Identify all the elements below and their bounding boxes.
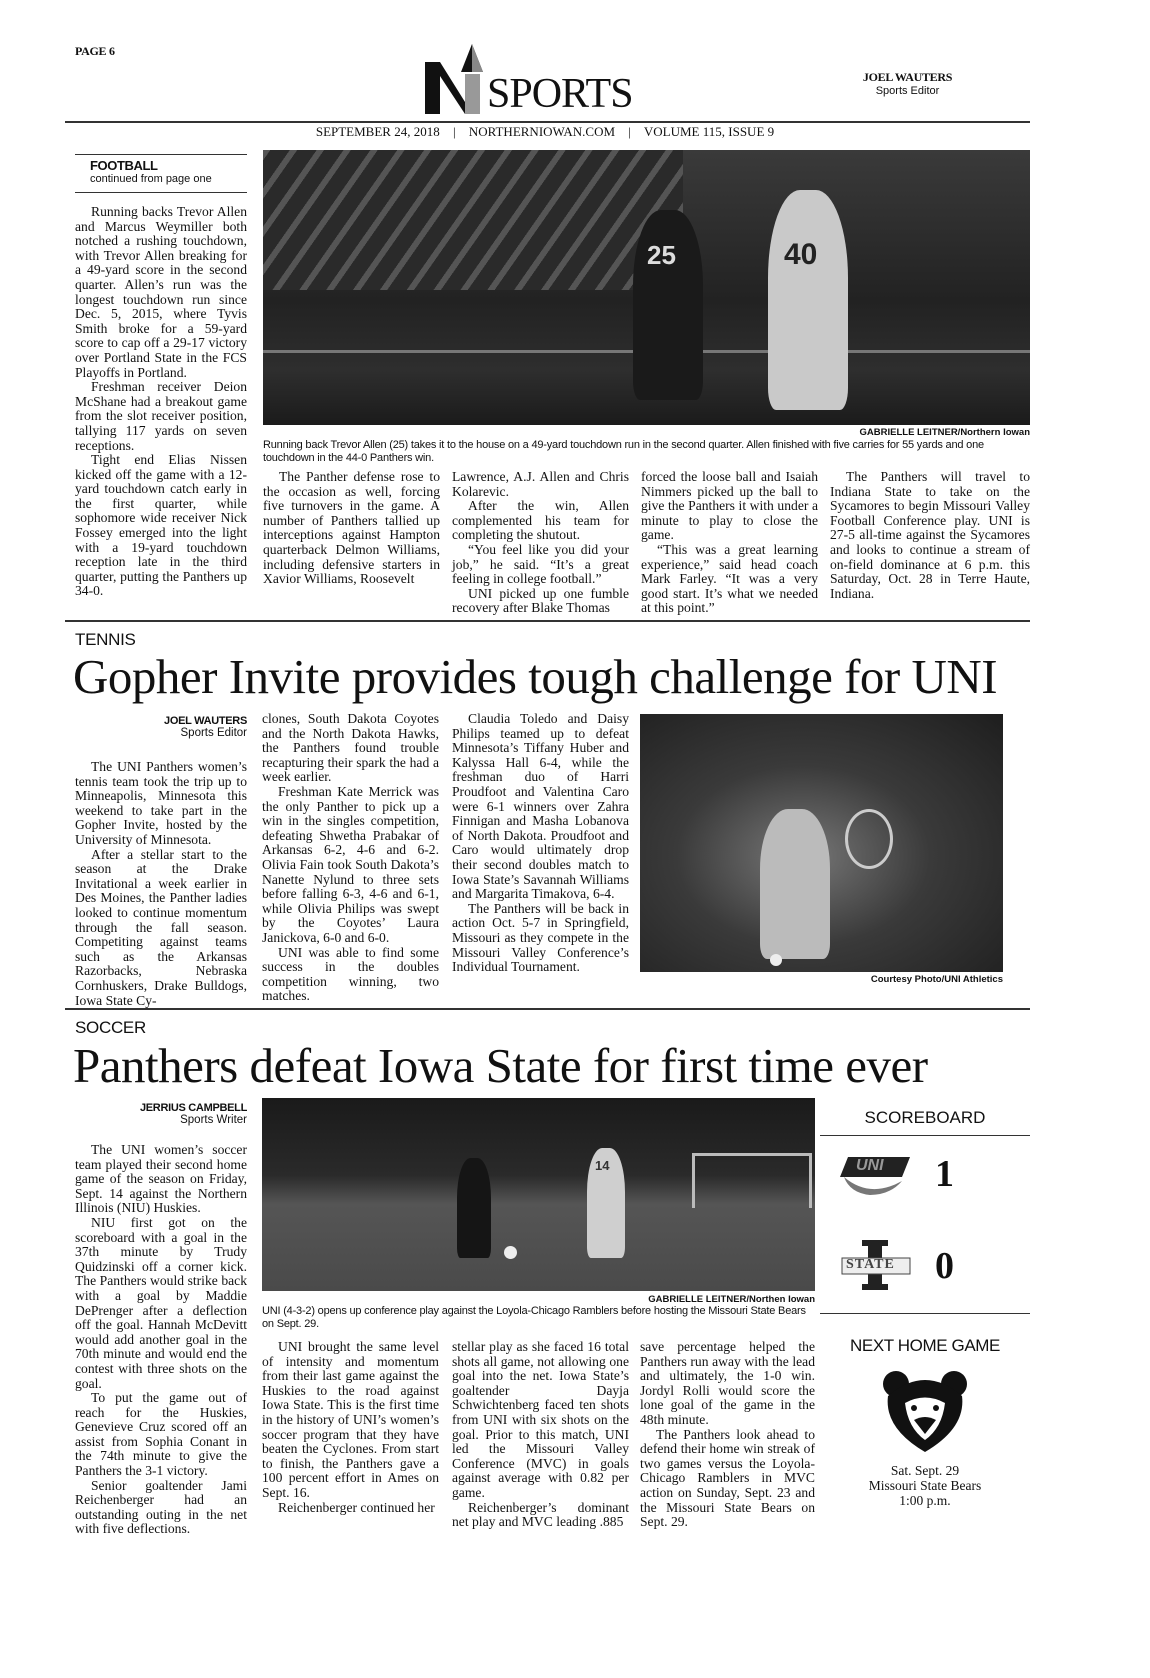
paragraph: After a stellar start to the season at the Drake Invitational a week earlier in Des Moines, the Panther ladies looked to continue momentum through the fall season. Competiting against teams such as the Arkansas Razorbacks, Nebraska Cornhuskers, Drake Bulldogs, Iowa State Cy- (75, 846, 247, 1008)
soccer-column-1 (75, 1143, 247, 1537)
paragraph: Tight end Elias Nissen kicked off the game with a 12-yard touchdown catch early in the first quarter, while sophomore wide receiver Nick Fossey emerged into the light with a 19-yard touchdown reception late in the third quarter, putting the Panthers up 34-0. (75, 452, 247, 599)
tennis-label: TENNIS (75, 630, 136, 649)
tennis-ball (770, 954, 782, 966)
paragraph: Freshman receiver Deion McShane had a breakout game from the slot receiver position, tallying 117 yards on seven receptions. (75, 379, 247, 453)
section-logo (425, 44, 665, 116)
paragraph: To put the game out of reach for the Huskies, Genevieve Cruz scored off an assist from Sophia Conant in the 74th minute to give the Panthers the 3-1 victory. (75, 1390, 247, 1479)
soccer-column-3 (452, 1340, 629, 1530)
football-column-1 (75, 205, 247, 599)
paragraph: NIU first got on the scoreboard with a goal in the 37th minute by Trudy Quidzinski off a corner kick. The Panthers would strike back with a goal by Maddie DePrenger after a deflection off the goal. Hannah McDevitt would add another goal in the 70th minute and would end the contest with three shots on the goal. (75, 1214, 247, 1391)
paragraph: UNI was able to find some success in the doubles competition winning, two matches. (262, 944, 439, 1004)
paragraph: Claudia Toledo and Daisy Philips teamed up to defeat Minnesota’s Tiffany Huber and Kalyssa Hall 6-4, while the freshman duo of Harri Proudfoot and Valentina Caro were 6-1 winners over Zahra Finnigan and Masha Lobanova of North Dakota. Proudfoot and Caro would ultimately drop their second doubles match to Iowa State’s Savannah Williams and Margarita Timakova, 6-4. (452, 711, 629, 902)
isu-logo-text: STATE (846, 1257, 895, 1272)
scoreboard-row-isu (840, 1240, 1020, 1300)
tennis-column-2 (262, 712, 439, 1004)
paragraph: The Panther defense rose to the occasion as well, forcing five turnovers in the game. A number of Panthers tallied up interceptions against Hampton quarterback Delmon Williams, including defensive starters in Xavior Williams, Roosevelt (263, 469, 440, 587)
byline-name: JOEL WAUTERS (164, 715, 247, 727)
byline-name: JERRIUS CAMPBELL (139, 1102, 247, 1114)
next-game-time: 1:00 p.m. (899, 1493, 951, 1508)
scoreboard-rule (820, 1313, 1030, 1314)
jersey-number: 25 (647, 240, 676, 270)
soccer-byline (75, 1102, 247, 1126)
football-column-4 (641, 470, 818, 616)
paragraph: The Panthers look ahead to defend their home win streak of two games versus the Loyola-Chicago Ramblers in MVC action on Sunday, Sept. 23 and the Missouri State Bears on Sept. 29. (640, 1426, 815, 1530)
section-divider (65, 1008, 1030, 1010)
soccer-headline: Panthers defeat Iowa State for first time ever (73, 1038, 928, 1093)
football-column-5 (830, 470, 1030, 601)
paragraph: Lawrence, A.J. Allen and Chris Kolarevic. (452, 469, 629, 499)
section-divider (65, 620, 1030, 622)
paragraph: The Panthers will be back in action Oct. 5-7 in Springfield, Missouri as they compete in the Missouri Valley Conference’s Individual Tournament. (452, 900, 629, 975)
page-number: PAGE 6 (75, 44, 115, 58)
paragraph: UNI brought the same level of intensity and momentum from their last game against the Huskies to the road against Iowa State. This is the first time in the history of UNI’s women’s soccer program that they have beaten the Cyclones. From start to finish, the Panthers gave a 100 percent effort in Ames on Sept. 16. (262, 1339, 439, 1500)
paragraph: The UNI Panthers women’s tennis team took the trip up to Minneapolis, Minnesota this weekend to take part in the Gopher Invite, hosted by the University of Minnesota. (75, 759, 247, 847)
editor-name: JOEL WAUTERS (862, 70, 953, 84)
scoreboard-row-uni (840, 1150, 1020, 1210)
football-column-2 (263, 470, 440, 587)
paragraph: “This was a great learning experience,” said head coach Mark Farley. “It was a very good start. It’s what we needed at this point.” (641, 541, 818, 616)
northern-iowan-n-logo-icon (425, 44, 485, 116)
paragraph: Reichenberger continued her (278, 1499, 435, 1515)
soccer-column-4 (640, 1340, 815, 1530)
paragraph: Freshman Kate Merrick was the only Panther to pick up a win in the singles competition, defeating Shwetha Prabakar of Arkansas 6-2, 4-6 and 6-2. Olivia Fain took South Dakota’s Nanette Nylund to three sets before falling 6-3, 4-6 and 6-1, while Olivia Philips was swept by the Coyotes’ Laura Janickova, 6-0 and 6-0. (262, 783, 439, 945)
photo-credit: Courtesy Photo/UNI Athletics (870, 974, 1003, 985)
scoreboard-title: SCOREBOARD (864, 1108, 986, 1127)
soccer-goal (692, 1153, 812, 1208)
paragraph: After the win, Allen complemented his team for completing the shutout. (452, 498, 629, 543)
paragraph: forced the loose ball and Isaiah Nimmers picked up the ball to give the Panthers it with under a minute to play to close the game. (641, 469, 818, 543)
paragraph: Reichenberger’s dominant net play and MVC leading .885 (452, 1499, 629, 1530)
editor-role: Sports Editor (875, 85, 940, 97)
next-game-date: Sat. Sept. 29 (890, 1463, 960, 1478)
stadium-stairs (263, 150, 683, 290)
soccer-photo (262, 1098, 815, 1291)
iowa-state-logo-icon (840, 1240, 912, 1290)
byline-role: Sports Writer (180, 1114, 247, 1126)
uni-score: 1 (935, 1153, 954, 1195)
website[interactable]: NORTHERNIOWAN.COM (468, 124, 616, 139)
football-continued-box (90, 158, 247, 185)
uni-logo-text: UNI (856, 1157, 884, 1174)
football-photo (263, 150, 1030, 425)
photo-caption: UNI (4-3-2) opens up conference play against the Loyola-Chicago Ramblers before hosting the Missouri State Bears on Sept. 29. (262, 1305, 806, 1330)
paragraph: The UNI women’s soccer team played their second home game of the season on Friday, Sept. 14 against the Northern Illinois (NIU) Huskies. (75, 1142, 247, 1216)
soccer-player-isu (587, 1148, 625, 1258)
uni-logo-icon (840, 1155, 912, 1200)
photo-caption: Running back Trevor Allen (25) takes it to the house on a 49-yard touchdown run in the second quarter. Allen finished with five carries for 55 yards and one touchdown in the 44-0 Panthers win. (263, 439, 984, 464)
separator: | (628, 124, 631, 139)
next-game-details (820, 1463, 1030, 1508)
tennis-photo (640, 714, 1003, 972)
player-40 (768, 190, 848, 410)
football-box-rule-top (75, 154, 247, 155)
football-label: FOOTBALL (90, 158, 158, 173)
photo-credit: GABRIELLE LEITNER/Northen Iowan (648, 1294, 815, 1305)
tennis-player (760, 809, 830, 959)
paragraph: UNI picked up one fumble recovery after Blake Thomas (452, 585, 629, 616)
soccer-column-2 (262, 1340, 439, 1515)
dateline (265, 124, 825, 140)
editor-credit (850, 70, 965, 97)
tennis-column-3 (452, 712, 629, 975)
masthead-rule (65, 121, 1030, 123)
soccer-label: SOCCER (75, 1018, 146, 1037)
photo-credit: GABRIELLE LEITNER/Northern Iowan (859, 427, 1030, 438)
paragraph: stellar play as she faced 16 total shots all game, not allowing one goal into the net. Iowa State’s goaltender Dayja Schwichtenberg faced ten shots from UNI with six shots on the goal. Prior to this match, UNI led the Missouri Valley Conference (MVC) in goals against average with 0.82 per game. (452, 1339, 629, 1500)
tennis-byline (75, 715, 247, 739)
tennis-column-1 (75, 760, 247, 1008)
football-column-3 (452, 470, 629, 616)
next-home-game-title: NEXT HOME GAME (850, 1336, 1000, 1355)
tennis-racket (845, 809, 893, 869)
next-game-opponent: Missouri State Bears (868, 1478, 982, 1493)
football-box-rule-bottom (75, 192, 247, 193)
volume-issue: VOLUME 115, ISSUE 9 (643, 124, 775, 139)
byline-role: Sports Editor (180, 727, 247, 739)
isu-score: 0 (935, 1245, 954, 1287)
paragraph: The Panthers will travel to Indiana State to take on the Sycamores to begin Missouri Valley Football Conference play. UNI is 27-5 all-time against the Sycamores and looks to continue a stream of on-field dominance at 6 p.m. this Saturday, Oct. 28 in Terre Haute, Indiana. (830, 469, 1030, 601)
jersey-number: 40 (784, 238, 818, 271)
player-25 (633, 210, 703, 400)
paragraph: save percentage helped the Panthers run away with the lead and ultimately, the 1-0 win. Jordyl Rolli would score the lone goal of the game in the 48th minute. (640, 1339, 815, 1427)
paragraph: Senior goaltender Jami Reichenberger had an outstanding outing in the net with five deflections. (75, 1477, 247, 1537)
paragraph: “You feel like you did your job,” he said. “It’s a great feeling in college football.” (452, 541, 629, 587)
issue-date: SEPTEMBER 24, 2018 (315, 124, 440, 139)
scoreboard-rule (820, 1135, 1030, 1136)
continued-note: continued from page one (90, 173, 212, 185)
separator: | (452, 124, 456, 139)
soccer-player-uni (457, 1158, 491, 1258)
paragraph: Running backs Trevor Allen and Marcus Weymiller both notched a rushing touchdown, with Trevor Allen breaking for a 49-yard score in the second quarter. Allen’s run was the longest touchdown run since Dec. 5, 2015, where Tyvis Smith broke for a 59-yard score to cap off a 29-17 victory over Portland State in the FCS Playoffs in Portland. (75, 204, 247, 380)
jersey-number: 14 (595, 1158, 610, 1173)
section-title: SPORTS (487, 71, 633, 117)
missouri-state-bear-logo-icon (880, 1368, 970, 1453)
soccer-ball (504, 1246, 517, 1259)
paragraph: clones, South Dakota Coyotes and the North Dakota Hawks, the Panthers found trouble recapturing their spark the had a week earlier. (262, 711, 439, 785)
tennis-headline: Gopher Invite provides tough challenge for UNI (73, 649, 998, 704)
